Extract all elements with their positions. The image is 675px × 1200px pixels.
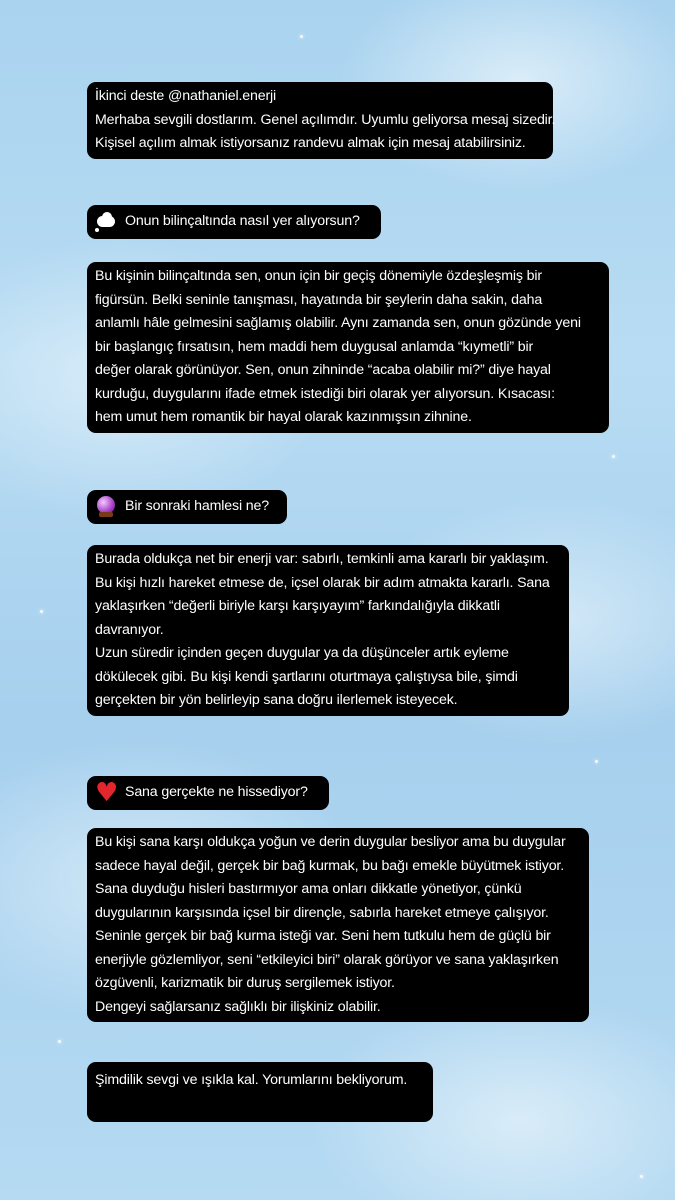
body-line: duygularının karşısında içsel bir dirençle, sabırla hareket etmeye çalışıyor. (95, 904, 549, 921)
body-line: enerjiyle gözlemliyor, seni “etkileyici biri” olarak görüyor ve sana yaklaşırken (95, 951, 559, 968)
closing-text-block (87, 1062, 433, 1122)
red-heart-icon (95, 782, 117, 804)
sparkle (640, 1175, 643, 1178)
section-header-next-move (87, 490, 287, 524)
closing-line: Şimdilik sevgi ve ışıkla kal. Yorumlarını bekliyorum. (95, 1072, 408, 1088)
body-line: anlamlı hâle gelmesini sağlamış olabilir. Aynı zamanda sen, onun gözünde yeni (95, 315, 581, 331)
body-line: dökülecek gibi. Bu kişi kendi şartlarını oturtmaya çalıştıysa bile, şimdi (95, 668, 518, 685)
body-line: özgüvenli, karizmatik bir duruş sergilemek istiyor. (95, 975, 395, 991)
body-line: bir başlangıç fırsatısın, hem maddi hem duygusal anlamda “kıymetli” bir (95, 338, 534, 355)
body-line: Seninle gerçek bir bağ kurma isteği var. Seni hem tutkulu hem de güçlü bir (95, 928, 551, 944)
section-body-next-move (87, 545, 569, 716)
crystal-ball-icon (95, 496, 117, 518)
intro-text-block (87, 82, 556, 159)
body-line: hem umut hem romantik bir hayal olarak kazınmışsın zihnine. (95, 409, 472, 425)
body-line: Dengeyi sağlarsanız sağlıklı bir ilişkiniz olabilir. (95, 998, 381, 1015)
body-line: kurduğu, duygularını ifade etmek istediği biri olarak yer alıyorsun. Kısacası: (95, 385, 555, 402)
section-header-feelings (87, 776, 329, 810)
body-line: davranıyor. (95, 621, 164, 638)
section-title: Sana gerçekte ne hissediyor? (125, 784, 308, 801)
section-header-subconscious (87, 205, 381, 239)
sparkle (300, 35, 303, 38)
body-line: figürsün. Belki seninle tanışması, hayatında bir şeylerin daha sakin, daha (95, 291, 543, 308)
section-body-subconscious (87, 262, 609, 433)
sparkle (595, 760, 598, 763)
intro-line: İkinci deste @nathaniel.enerji (95, 88, 277, 104)
section-body-feelings (87, 828, 589, 1022)
sparkle (612, 455, 615, 458)
intro-line: Kişisel açılım almak istiyorsanız randevu almak için mesaj atabilirsiniz. (95, 135, 526, 151)
body-line: değer olarak görünüyor. Sen, onun zihninde “acaba olabilir mi?” diye hayal (95, 362, 551, 378)
body-line: Burada oldukça net bir enerji var: sabırlı, temkinli ama kararlı bir yaklaşım. (95, 551, 549, 567)
body-line: yaklaşırken “değerli biriyle karşı karşıyayım” farkındalığıyla dikkatli (95, 598, 500, 614)
body-line: sadece hayal değil, gerçek bir bağ kurmak, bu bağı emekle büyütmek istiyor. (95, 857, 565, 874)
body-line: Bu kişinin bilinçaltında sen, onun için bir geçiş dönemiyle özdeşleşmiş bir (95, 268, 542, 284)
body-line: Sana duyduğu hisleri bastırmıyor ama onları dikkatle yönetiyor, çünkü (95, 881, 522, 897)
thought-bubble-icon (95, 211, 117, 233)
sparkle (40, 610, 43, 613)
intro-line: Merhaba sevgili dostlarım. Genel açılımdır. Uyumlu geliyorsa mesaj sizedir. (95, 111, 556, 128)
body-line: gerçekten bir yön belirleyip sana doğru ilerlemek isteyecek. (95, 692, 458, 708)
body-line: Bu kişi hızlı hareket etmese de, içsel olarak bir adım atmakta kararlı. Sana (95, 574, 550, 591)
section-title: Onun bilinçaltında nasıl yer alıyorsun? (125, 213, 360, 230)
section-title: Bir sonraki hamlesi ne? (125, 498, 270, 515)
body-line: Uzun süredir içinden geçen duygular ya da düşünceler artık eyleme (95, 645, 509, 661)
sparkle (58, 1040, 61, 1043)
body-line: Bu kişi sana karşı oldukça yoğun ve derin duygular besliyor ama bu duygular (95, 834, 566, 850)
